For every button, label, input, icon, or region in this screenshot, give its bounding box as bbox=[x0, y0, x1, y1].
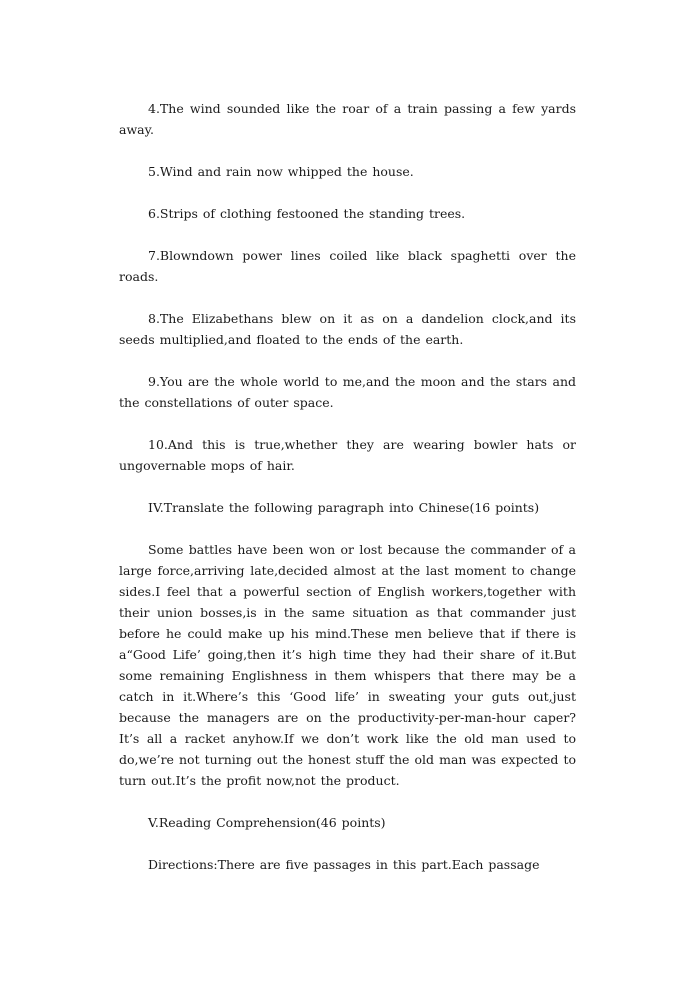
sentence-item-8: 8.The Elizabethans blew on it as on a dandelion clock,and its seeds multiplied,and floated to the ends of the earth. bbox=[119, 311, 576, 347]
sentence-item-7: 7.Blowndown power lines coiled like black spaghetti over the roads. bbox=[119, 248, 576, 284]
sentence-item-10: 10.And this is true,whether they are wearing bowler hats or ungovernable mops of hair. bbox=[119, 437, 576, 473]
sentence-item-4: 4.The wind sounded like the roar of a train passing a few yards away. bbox=[119, 101, 576, 137]
sentence-item-6: 6.Strips of clothing festooned the standing trees. bbox=[148, 206, 466, 221]
document-page bbox=[119, 98, 576, 896]
sentence-item-5: 5.Wind and rain now whipped the house. bbox=[148, 164, 414, 179]
sentence-item-9: 9.You are the whole world to me,and the moon and the stars and the constellations of outer space. bbox=[119, 374, 576, 410]
reading-directions: Directions:There are five passages in this part.Each passage bbox=[148, 857, 540, 872]
translation-paragraph: Some battles have been won or lost because the commander of a large force,arriving late,decided almost at the last moment to change sides.I feel that a powerful section of English workers,together with their union bosses,is in the same situation as that commander just before he could make up his mind.These men believe that if there is a“Good Life’ going,then it’s high time they had their share of it.But some remaining Englishness in them whispers that there may be a catch in it.Where’s this ‘Good life’ in sweating your guts out,just because the managers are on the productivity-per-man-hour caper?It’s all a racket anyhow.If we don’t work like the old man used to do,we’re not turning out the honest stuff the old man was expected to turn out.It’s the profit now,not the product. bbox=[119, 542, 576, 788]
section-v-heading: V.Reading Comprehension(46 points) bbox=[148, 815, 386, 830]
section-iv-heading: IV.Translate the following paragraph into Chinese(16 points) bbox=[148, 500, 540, 515]
